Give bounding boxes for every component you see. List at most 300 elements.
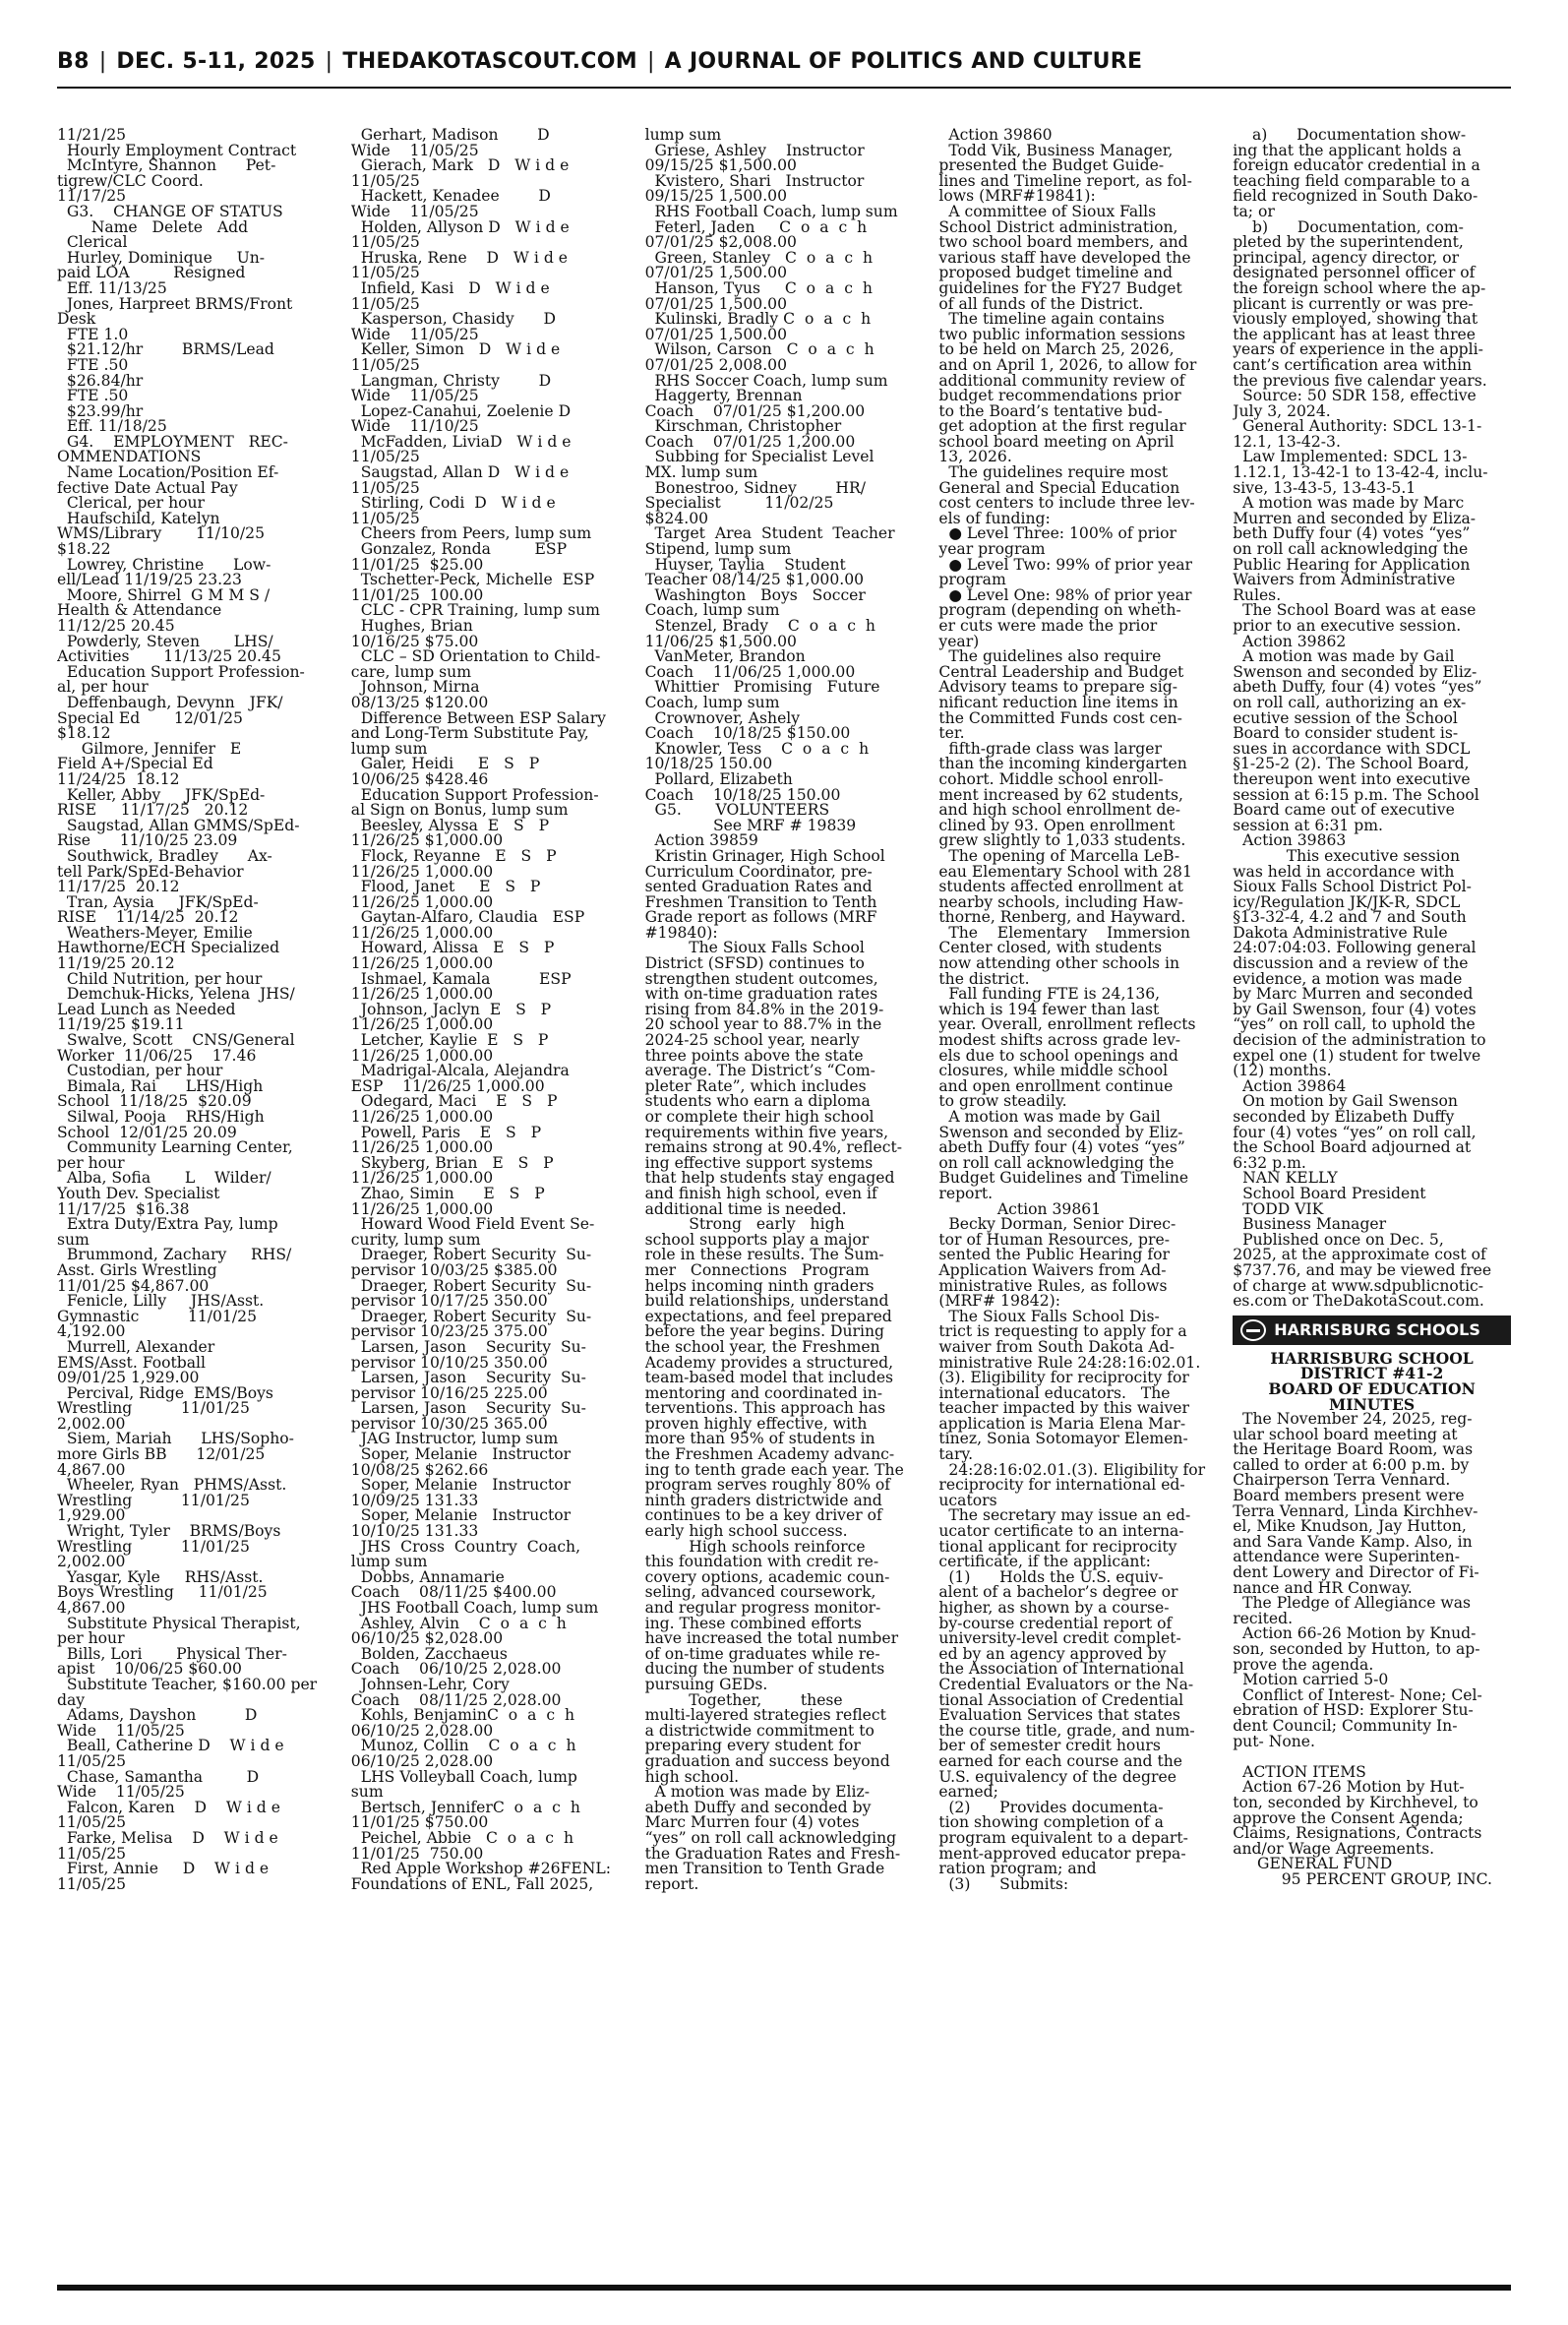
text-line: the School Board adjourned at	[1233, 1138, 1472, 1157]
text-line: the foreign school where the ap-	[1233, 278, 1486, 297]
text-line: modest shifts across grade lev-	[938, 1031, 1181, 1050]
text-line: Wilson, Carson C o a c h	[644, 340, 874, 359]
text-line: trict is requesting to apply for a	[938, 1322, 1187, 1341]
text-line: by-course credential report of	[938, 1614, 1173, 1632]
text-line: Kohls, BenjaminC o a c h	[350, 1706, 575, 1725]
text-line: 11/01/25 750.00	[350, 1844, 484, 1863]
text-line: “yes” on roll call, to uphold the	[1233, 1015, 1476, 1034]
text-line: Action 39859	[644, 831, 758, 850]
text-line: Red Apple Workshop #26FENL:	[350, 1860, 612, 1878]
text-line: ing that the applicant holds a	[1233, 141, 1462, 159]
text-line: HARRISBURG SCHOOL	[1270, 1348, 1474, 1368]
text-line: Coach, lump sum	[644, 693, 780, 711]
text-line: seling, advanced coursework,	[644, 1583, 876, 1602]
text-line: session at 6:31 pm.	[1233, 816, 1384, 834]
text-line: Dakota Administrative Rule	[1233, 923, 1448, 942]
text-line: District (SFSD) continues to	[644, 954, 865, 973]
text-line: which is 194 fewer than last	[938, 1000, 1160, 1018]
text-line: 07/01/25 $2,008.00	[644, 233, 797, 252]
text-line: Clerical, per hour	[57, 494, 205, 513]
text-line: designated personnel officer of	[1233, 264, 1476, 282]
text-line: Draeger, Robert Security Su-	[350, 1246, 592, 1264]
text-line: Whittier Promising Future	[644, 678, 880, 697]
text-line: ● Level One: 98% of prior year	[938, 585, 1192, 604]
text-line: Evaluation Services that states	[938, 1706, 1180, 1725]
text-line: Special Ed 12/01/25	[57, 708, 243, 727]
text-line: Extra Duty/Extra Pay, lump	[57, 1215, 278, 1234]
text-line: 11/05/25	[350, 355, 420, 374]
text-line: 11/26/25 1,000.00	[350, 923, 494, 942]
text-line: a) Documentation show-	[1233, 128, 1467, 144]
text-line: Gierach, Mark D W i d e	[350, 156, 570, 175]
text-line: A motion was made by Gail	[938, 1108, 1161, 1126]
text-line: 11/26/25 1,000.00	[350, 1138, 494, 1157]
text-line: Flood, Janet E S P	[350, 878, 541, 896]
text-line: additional time is needed.	[644, 1199, 847, 1218]
text-line: Wide 11/10/25	[350, 417, 479, 436]
text-line: TODD VIK	[1233, 1199, 1324, 1218]
text-line: alent of a bachelor’s degree or	[938, 1583, 1178, 1602]
text-line: Howard, Alissa E S P	[350, 939, 555, 957]
masthead: B8 | DEC. 5-11, 2025 | THEDAKOTASCOUT.COM | A JOURNAL OF POLITICS AND CULTURE	[57, 49, 1143, 74]
text-line: Central Leadership and Budget	[938, 662, 1184, 681]
text-line: ment-approved educator prepa-	[938, 1844, 1186, 1863]
text-line: reciprocity for international ed-	[938, 1476, 1185, 1495]
text-line: Sioux Falls School District Pol-	[1233, 878, 1472, 896]
text-line: terventions. This approach has	[644, 1399, 886, 1418]
text-line: beth Duffy four (4) votes “yes”	[1233, 524, 1471, 543]
text-line: Hawthorne/ECH Specialized	[57, 939, 280, 957]
text-line: and open enrollment continue	[938, 1076, 1174, 1095]
text-line: ebration of HSD: Explorer Stu-	[1233, 1701, 1474, 1720]
text-line: Wright, Tyler BRMS/Boys	[57, 1522, 281, 1541]
text-line: paid LOA Resigned	[57, 264, 246, 282]
text-line: al Sign on Bonus, lump sum	[350, 801, 569, 820]
text-line: McFadden, LiviaD W i d e	[350, 432, 572, 451]
text-line: strengthen student outcomes,	[644, 969, 878, 988]
text-line: report.	[644, 1874, 699, 1893]
text-line: have increased the total number	[644, 1629, 899, 1648]
text-line: on roll call, authorizing an ex-	[1233, 693, 1467, 711]
text-line: discussion and a review of the	[1233, 954, 1469, 973]
text-line: 06/10/25 2,028.00	[350, 1721, 494, 1740]
text-line: abeth Duffy four (4) votes “yes”	[938, 1138, 1185, 1157]
text-line: Hurley, Dominique Un-	[57, 248, 266, 267]
text-line: Holden, Allyson D W i d e	[350, 217, 570, 236]
text-line: expel one (1) student for twelve	[1233, 1046, 1481, 1065]
text-line: students affected enrollment at	[938, 878, 1183, 896]
text-line: Law Implemented: SDCL 13-	[1233, 448, 1468, 466]
text-line: Together, these	[644, 1690, 843, 1709]
text-line: Yasgar, Kyle RHS/Asst.	[57, 1567, 264, 1586]
text-line: continues to be a key driver of	[644, 1506, 882, 1525]
text-line: and Sara Vande Kamp. Also, in	[1233, 1532, 1473, 1551]
text-line: Soper, Melanie Instructor	[350, 1445, 572, 1464]
text-line: MX. lump sum	[644, 463, 758, 482]
text-line: men Transition to Tenth Grade	[644, 1860, 885, 1878]
text-line: 6:32 p.m.	[1233, 1153, 1306, 1172]
text-line: school board meeting on April	[938, 432, 1175, 451]
text-line: plicant is currently or was pre-	[1233, 294, 1474, 313]
text-line: Education Support Profession-	[57, 662, 305, 681]
text-line: 10/08/25 $262.66	[350, 1460, 489, 1479]
text-line: Action 39862	[1233, 632, 1347, 650]
text-line: Murrell, Alexander	[57, 1337, 215, 1356]
text-line: Freshmen Transition to Tenth	[644, 892, 877, 911]
text-line: more Girls BB 12/01/25	[57, 1445, 266, 1464]
text-line: Stirling, Codi D W i d e	[350, 494, 556, 513]
text-line: by Marc Murren and seconded	[1233, 985, 1474, 1004]
text-line: thorne, Renberg, and Hayward.	[938, 908, 1186, 927]
text-line: proven highly effective, with	[644, 1414, 868, 1433]
text-line: Ishmael, Kamala ESP	[350, 969, 572, 988]
text-line: BOARD OF EDUCATION	[1268, 1378, 1476, 1398]
text-line: Community Learning Center,	[57, 1138, 293, 1157]
text-line: (MRF# 19842):	[938, 1292, 1060, 1311]
text-line: Custodian, per hour	[57, 1062, 223, 1080]
text-line: session at 6:15 p.m. The School	[1233, 785, 1479, 804]
text-line: ber of semester credit hours	[938, 1737, 1161, 1755]
text-line: §1-25-2 (2). The School Board,	[1233, 755, 1470, 773]
text-line: 2025, at the approximate cost of	[1233, 1246, 1486, 1264]
column-3	[645, 128, 924, 2279]
text-line: teaching field comparable to a	[1233, 171, 1471, 190]
text-line: NAN KELLY	[1233, 1169, 1338, 1188]
text-line: earned for each course and the	[938, 1751, 1183, 1770]
text-line: ministrative Rules, as follows	[938, 1276, 1168, 1295]
text-line: icy/Regulation JK/JK-R, SDCL	[1233, 892, 1461, 911]
text-line: Worker 11/06/25 17.46	[57, 1046, 257, 1065]
text-line: Public Hearing for Application	[1233, 555, 1471, 574]
text-line: ter.	[938, 724, 965, 743]
column-1	[57, 128, 335, 2279]
text-line: Todd Vik, Business Manager,	[938, 141, 1174, 159]
text-line: 11/26/25 1,000.00	[350, 1015, 494, 1034]
text-line: Activities 11/13/25 20.45	[57, 647, 281, 666]
text-line: WMS/Library 11/10/25	[57, 524, 266, 543]
text-line: A motion was made by Marc	[1233, 494, 1465, 513]
text-line: JHS Football Coach, lump sum	[350, 1599, 599, 1617]
text-line: Crownover, Ashely	[644, 708, 801, 727]
text-line: Larsen, Jason Security Su-	[350, 1399, 586, 1418]
text-line: earned;	[938, 1783, 998, 1802]
text-line: 10/09/25 131.33	[350, 1491, 479, 1509]
text-line: Gerhart, Madison D	[350, 128, 550, 144]
text-line: Conflict of Interest- None; Cel-	[1233, 1685, 1482, 1704]
text-line: Hackett, Kenadee D	[350, 187, 551, 206]
text-line: 11/05/25	[350, 509, 420, 527]
text-line: university-level credit complet-	[938, 1629, 1181, 1648]
text-line: cant’s certification area within	[1233, 355, 1473, 374]
text-line: Teacher 08/14/25 $1,000.00	[644, 571, 865, 589]
text-line: year. Overall, enrollment reflects	[938, 1015, 1196, 1034]
text-line: Wide 11/05/25	[350, 387, 479, 405]
text-line: Moore, Shirrel G M M S /	[57, 585, 271, 604]
text-line: Coach 10/18/25 150.00	[644, 785, 841, 804]
text-line: “yes” on roll call acknowledging	[644, 1828, 897, 1847]
text-line: 09/15/25 $1,500.00	[644, 156, 797, 175]
text-line: RHS Soccer Coach, lump sum	[644, 371, 888, 390]
text-line: 07/01/25 1,500.00	[644, 264, 788, 282]
text-line: 20 school year to 88.7% in the	[644, 1015, 882, 1034]
text-line: sented Graduation Rates and	[644, 878, 873, 896]
text-line: Gymnastic 11/01/25	[57, 1307, 257, 1325]
text-line: Coach 10/18/25 $150.00	[644, 724, 851, 743]
text-line: 10/06/25 $428.46	[350, 769, 489, 788]
text-line: tor of Human Resources, pre-	[938, 1230, 1170, 1249]
text-line: 11/05/25	[350, 294, 420, 313]
text-line: Murren and seconded by Eliza-	[1233, 509, 1477, 527]
text-line: G3. CHANGE OF STATUS	[57, 202, 283, 220]
text-line: Keller, Abby JFK/SpEd-	[57, 785, 266, 804]
text-line: the Committed Funds cost cen-	[938, 708, 1182, 727]
text-line: to the Board’s tentative bud-	[938, 401, 1163, 420]
text-line: July 3, 2024.	[1233, 401, 1331, 420]
text-line: els due to school openings and	[938, 1046, 1178, 1065]
text-line: of charge at www.sdpublicnotic-	[1233, 1276, 1484, 1295]
text-line: Swenson and seconded by Eliz-	[1233, 662, 1478, 681]
text-line: multi-layered strategies reflect	[644, 1706, 886, 1725]
text-line: (12) months.	[1233, 1062, 1332, 1080]
text-line: Odegard, Maci E S P	[350, 1092, 558, 1111]
text-line: ninth graders districtwide and	[644, 1491, 882, 1509]
text-line: Howard Wood Field Event Se-	[350, 1215, 595, 1234]
text-line: FTE .50	[57, 387, 129, 405]
text-line: Name Location/Position Ef-	[57, 463, 279, 482]
text-line: Flock, Reyanne E S P	[350, 846, 557, 865]
text-line: 2,002.00	[57, 1553, 126, 1571]
text-line: Dobbs, Annamarie	[350, 1567, 505, 1586]
text-line: Eff. 11/13/25	[57, 278, 167, 297]
text-line: Kristin Grinager, High School	[644, 846, 885, 865]
text-line: DISTRICT #41-2	[1299, 1364, 1444, 1383]
text-line: Child Nutrition, per hour	[57, 969, 263, 988]
text-line: els of funding:	[938, 509, 1051, 527]
text-line: prove the agenda.	[1233, 1655, 1374, 1674]
text-line: the Association of International	[938, 1660, 1184, 1679]
column-4	[938, 128, 1217, 2279]
text-line: Larsen, Jason Security Su-	[350, 1337, 586, 1356]
text-line: Coach 07/01/25 1,200.00	[644, 432, 856, 451]
text-line: Haggerty, Brennan	[644, 387, 803, 405]
text-line: Keller, Simon D W i d e	[350, 340, 561, 359]
text-line: Coach 08/11/25 2,028.00	[350, 1690, 562, 1709]
text-line: year program	[938, 540, 1046, 559]
text-line: Johnson, Jaclyn E S P	[350, 1000, 552, 1018]
text-line: Coach 06/10/25 2,028.00	[350, 1660, 562, 1679]
text-line: Youth Dev. Specialist	[57, 1184, 220, 1202]
text-line: 06/10/25 $2,028.00	[350, 1629, 504, 1648]
text-line: Kasperson, Chasidy D	[350, 310, 556, 329]
text-line: Skyberg, Brian E S P	[350, 1153, 554, 1172]
text-line: pervisor 10/23/25 375.00	[350, 1322, 548, 1341]
text-line: Bolden, Zacchaeus	[350, 1644, 508, 1663]
text-line: A committee of Sioux Falls	[938, 202, 1157, 220]
text-line: pervisor 10/17/25 350.00	[350, 1292, 548, 1311]
text-line: Powell, Paris E S P	[350, 1123, 542, 1141]
text-line: various staff have developed the	[938, 248, 1191, 267]
text-line: Curriculum Coordinator, pre-	[644, 862, 873, 881]
text-line: Ashley, Alvin C o a c h	[350, 1614, 567, 1632]
text-line: G4. EMPLOYMENT REC-	[57, 432, 288, 451]
text-line: viously employed, showing that	[1233, 310, 1478, 329]
text-line: 11/05/25	[57, 1813, 127, 1832]
text-line: requirements within five years,	[644, 1123, 889, 1141]
column-5	[1233, 128, 1511, 2279]
text-line: ration program; and	[938, 1860, 1097, 1878]
text-line: 11/17/25 $16.38	[57, 1199, 190, 1218]
text-line: lump sum	[350, 739, 428, 758]
text-line: grew slightly to 1,033 students.	[938, 831, 1186, 850]
text-line: Beall, Catherine D W i d e	[57, 1737, 284, 1755]
text-line: 11/05/25	[350, 233, 420, 252]
text-line: sum	[57, 1230, 90, 1249]
text-line: seconded by Elizabeth Duffy	[1233, 1108, 1455, 1126]
text-line: apist 10/06/25 $60.00	[57, 1660, 242, 1679]
text-line: A motion was made by Eliz-	[644, 1783, 870, 1802]
text-line: on roll call acknowledging the	[938, 1153, 1175, 1172]
text-line: Source: 50 SDR 158, effective	[1233, 387, 1477, 405]
text-line: 11/26/25 1,000.00	[350, 954, 494, 973]
text-line: than the incoming kindergarten	[938, 755, 1187, 773]
text-line: Washington Boys Soccer	[644, 585, 866, 604]
text-line: Subbing for Specialist Level	[644, 448, 874, 466]
text-line: to be held on March 25, 2026,	[938, 340, 1175, 359]
text-line: Bertsch, JenniferC o a c h	[350, 1798, 580, 1816]
text-line: program serves roughly 80% of	[644, 1476, 891, 1495]
text-line: pleted by the superintendent,	[1233, 233, 1464, 252]
text-line: 1.12.1, 13-42-1 to 13-42-4, inclu-	[1233, 463, 1488, 482]
text-line: Advisory teams to prepare sig-	[938, 678, 1178, 697]
text-line: Huyser, Taylia Student	[644, 555, 846, 574]
text-line: U.S. equivalency of the degree	[938, 1767, 1176, 1786]
text-line: the Freshmen Academy advanc-	[644, 1445, 895, 1464]
text-line: Rise 11/10/25 23.09	[57, 831, 238, 850]
text-line: General and Special Education	[938, 478, 1180, 497]
text-line: Gonzalez, Ronda ESP	[350, 540, 568, 559]
text-line: RISE 11/14/25 20.12	[57, 908, 239, 927]
text-line: ducing the number of students	[644, 1660, 885, 1679]
text-line: eau Elementary School with 281	[938, 862, 1192, 881]
text-line: attendance were Superinten-	[1233, 1548, 1460, 1566]
text-line: and finish high school, even if	[644, 1184, 877, 1202]
text-line: Brummond, Zachary RHS/	[57, 1246, 292, 1264]
text-line: was held in accordance with	[1233, 862, 1455, 881]
text-line: and high school enrollment de-	[938, 801, 1181, 820]
text-line: The November 24, 2025, reg-	[1233, 1410, 1473, 1429]
text-line: McIntyre, Shannon Pet-	[57, 156, 276, 175]
text-line: 10/10/25 131.33	[350, 1522, 479, 1541]
text-line: rising from 84.8% in the 2019-	[644, 1000, 884, 1018]
text-line: Strong early high	[644, 1215, 845, 1234]
text-line: #19840):	[644, 923, 718, 942]
text-line: role in these results. The Sum-	[644, 1246, 884, 1264]
text-line: LHS Volleyball Coach, lump	[350, 1767, 577, 1786]
text-line: Soper, Melanie Instructor	[350, 1506, 572, 1525]
text-line: Bills, Lori Physical Ther-	[57, 1644, 287, 1663]
text-line: Coach 07/01/25 $1,200.00	[644, 401, 866, 420]
text-line: Draeger, Robert Security Su-	[350, 1276, 592, 1295]
text-line: fifth-grade class was larger	[938, 739, 1162, 758]
text-line: 11/06/25 $1,500.00	[644, 632, 797, 650]
text-line: Gilmore, Jennifer E	[57, 739, 242, 758]
text-line: team-based model that includes	[644, 1369, 894, 1387]
text-line: Cheers from Peers, lump sum	[350, 524, 592, 543]
text-line: Action 66-26 Motion by Knud-	[1233, 1624, 1477, 1643]
text-line: and regular progress monitor-	[644, 1599, 881, 1617]
text-line: 11/05/25	[57, 1844, 127, 1863]
text-line: Action 39860	[938, 128, 1053, 144]
text-line: MINUTES	[1329, 1394, 1416, 1414]
text-line: Feterl, Jaden C o a c h	[644, 217, 868, 236]
text-line: sive, 13-43-5, 13-43-5.1	[1233, 478, 1417, 497]
text-line: Coach 08/11/25 $400.00	[350, 1583, 557, 1602]
text-line: and Long-Term Substitute Pay,	[350, 724, 589, 743]
text-line: Asst. Girls Wrestling	[57, 1260, 217, 1279]
text-line: now attending other schools in	[938, 954, 1180, 973]
text-line: Gaytan-Alfaro, Claudia ESP	[350, 908, 585, 927]
text-line: (1) Holds the U.S. equiv-	[938, 1567, 1164, 1586]
text-line: Tschetter-Peck, Michelle ESP	[350, 571, 595, 589]
text-line: 11/26/25 1,000.00	[350, 1169, 494, 1188]
text-line: dent Council; Community In-	[1233, 1716, 1458, 1735]
site-name: THEDAKOTASCOUT.COM	[342, 49, 637, 74]
text-line: Substitute Physical Therapist,	[57, 1614, 301, 1632]
text-line: Lead Lunch as Needed	[57, 1000, 236, 1018]
text-line: ● Level Two: 99% of prior year	[938, 555, 1192, 574]
text-line: three points above the state	[644, 1046, 864, 1065]
text-line: ular school board meeting at	[1233, 1425, 1458, 1443]
text-line: (3). Eligibility for reciprocity for	[938, 1369, 1189, 1387]
text-line: dent Lowery and Director of Fi-	[1233, 1563, 1479, 1582]
text-line: Johnson, Mirna	[350, 678, 480, 697]
text-line: decision of the administration to	[1233, 1031, 1486, 1050]
text-line: (3) Submits:	[938, 1874, 1069, 1893]
text-line: the district.	[938, 969, 1030, 988]
text-line: CLC – SD Orientation to Child-	[350, 647, 601, 666]
text-line: Lowrey, Christine Low-	[57, 555, 271, 574]
text-line: Swenson and seconded by Eliz-	[938, 1123, 1183, 1141]
text-line: Action 39864	[1233, 1076, 1347, 1095]
text-line: Percival, Ridge EMS/Boys	[57, 1383, 273, 1402]
text-line: Wrestling 11/01/25	[57, 1537, 250, 1556]
text-line: Marc Murren four (4) votes	[644, 1813, 860, 1832]
text-line: RISE 11/17/25 20.12	[57, 801, 249, 820]
text-line: ucator certificate to an interna-	[938, 1522, 1184, 1541]
text-line: report.	[938, 1184, 994, 1202]
text-line: the course title, grade, and num-	[938, 1721, 1195, 1740]
text-line: 11/01/25 $25.00	[350, 555, 484, 574]
text-line: sues in accordance with SDCL	[1233, 739, 1471, 758]
text-line: Haufschild, Katelyn	[57, 509, 220, 527]
text-line: Claims, Resignations, Contracts	[1233, 1824, 1482, 1843]
text-line: pervisor 10/30/25 365.00	[350, 1414, 548, 1433]
text-line: EMS/Asst. Football	[57, 1353, 206, 1372]
text-line: §13-32-4, 4.2 and 7 and South	[1233, 908, 1467, 927]
text-line: Board came out of executive	[1233, 801, 1455, 820]
text-line: Pollard, Elizabeth	[644, 769, 793, 788]
text-line: Stenzel, Brady C o a c h	[644, 617, 875, 635]
text-line: ment increased by 62 students,	[938, 785, 1183, 804]
text-line: Zhao, Simin E S P	[350, 1184, 545, 1202]
text-line: years of experience in the appli-	[1233, 340, 1483, 359]
text-line: 11/01/25 100.00	[350, 585, 484, 604]
text-line: evidence, a motion was made	[1233, 969, 1463, 988]
text-line: 2,002.00	[57, 1414, 126, 1433]
text-line: approve the Consent Agenda;	[1233, 1808, 1464, 1827]
text-line: put- None.	[1233, 1732, 1315, 1750]
text-line: 24:07:04:03. Following general	[1233, 939, 1477, 957]
